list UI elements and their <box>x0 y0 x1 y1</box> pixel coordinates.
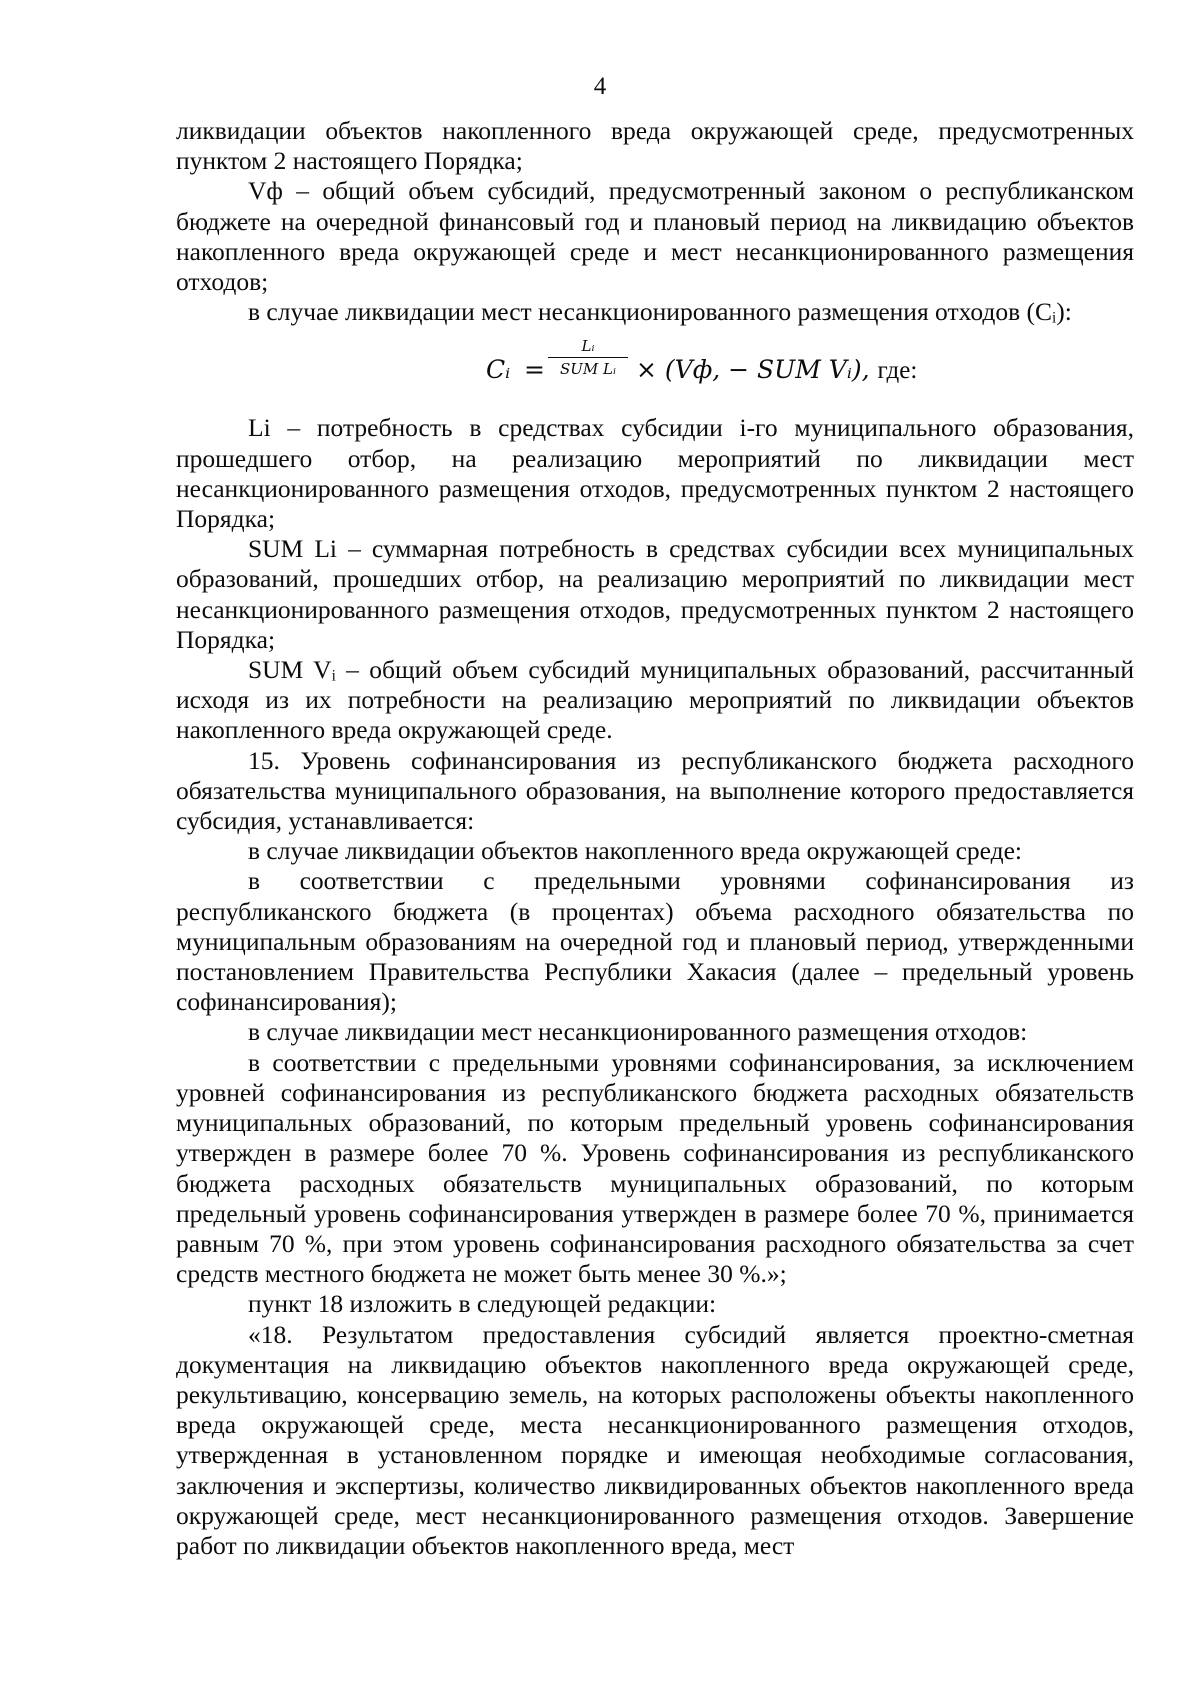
formula-where: где: <box>877 357 918 385</box>
paragraph: 15. Уровень софинансирования из республиканского бюджета расходного обязательства муниципального образования, на выполнение которого предоставляется субсидия, устанавливается: <box>176 745 1134 836</box>
formula-equals: = <box>524 355 545 385</box>
formula-fraction <box>548 337 628 378</box>
formula <box>176 333 1134 407</box>
page-number: 4 <box>593 73 607 100</box>
formula-denominator: SUM Lᵢ <box>559 360 617 379</box>
formula-lhs: Cᵢ <box>486 355 511 385</box>
formula-rhs: × (Vф, − SUM Vᵢ), <box>636 355 878 385</box>
fraction-bar <box>548 357 628 358</box>
paragraph: «18. Результатом предоставления субсидий является проектно-сметная документация на ликвидацию объектов накопленного вреда окружающей среде, рекультивацию, консервацию земель, на которых расположены объекты накопленного вреда окружающей среде, места несанкционированного размещения отходов, утвержденная в установленном порядке и имеющая необходимые согласования, заключения и экспертизы, количество ликвидированных объектов накопленного вреда окружающей среде, мест несанкционированного размещения отходов. Завершение работ по ликвидации объектов накопленного вреда, мест <box>176 1319 1134 1560</box>
formula-numerator: Lᵢ <box>581 337 595 356</box>
paragraph: в случае ликвидации мест несанкционированного размещения отходов (Cᵢ): <box>248 297 1072 327</box>
paragraph: в случае ликвидации объектов накопленного вреда окружающей среде: <box>248 836 1023 866</box>
paragraph: в случае ликвидации мест несанкционированного размещения отходов: <box>248 1017 1028 1047</box>
paragraph: в соответствии с предельными уровнями софинансирования, за исключением уровней софинансирования из республиканского бюджета расходных обязательств муниципальных образований, по которым предельный уровень софинансирования утвержден в размере более 70 %. Уровень софинансирования из республиканского бюджета расходных обязательств муниципальных образований, по которым предельный уровень софинансирования утвержден в размере более 70 %, принимается равным 70 %, при этом уровень софинансирования расходного обязательства за счет средств местного бюджета не может быть менее 30 %.»; <box>176 1047 1134 1289</box>
paragraph: SUM Li – суммарная потребность в средствах субсидии всех муниципальных образований, прошедших отбор, на реализацию мероприятий по ликвидации мест несанкционированного размещения отходов, предусмотренных пунктом 2 настоящего Порядка; <box>176 534 1134 654</box>
paragraph: пункт 18 изложить в следующей редакции: <box>248 1289 717 1319</box>
paragraph: SUM Vᵢ – общий объем субсидий муниципальных образований, рассчитанный исходя из их потребности на реализацию мероприятий по ликвидации объектов накопленного вреда окружающей среде. <box>176 655 1134 745</box>
paragraph: ликвидации объектов накопленного вреда окружающей среде, предусмотренных пунктом 2 настоящего Порядка; <box>176 116 1134 176</box>
paragraph: в соответствии с предельными уровнями софинансирования из республиканского бюджета (в процентах) объема расходного обязательства по муниципальным образованиям на очередной год и плановый период, утвержденными постановлением Правительства Республики Хакасия (далее – предельный уровень софинансирования); <box>176 866 1134 1017</box>
document-body <box>176 116 1134 1561</box>
formula-rhs-group <box>636 355 917 386</box>
paragraph: Li – потребность в средствах субсидии i-го муниципального образования, прошедшего отбор, на реализацию мероприятий по ликвидации мест несанкционированного размещения отходов, предусмотренных пунктом 2 настоящего Порядка; <box>176 413 1134 534</box>
paragraph: Vф – общий объем субсидий, предусмотренный законом о республиканском бюджете на очередной финансовый год и плановый период на ликвидацию объектов накопленного вреда окружающей среде и мест несанкционированного размещения отходов; <box>176 176 1134 297</box>
